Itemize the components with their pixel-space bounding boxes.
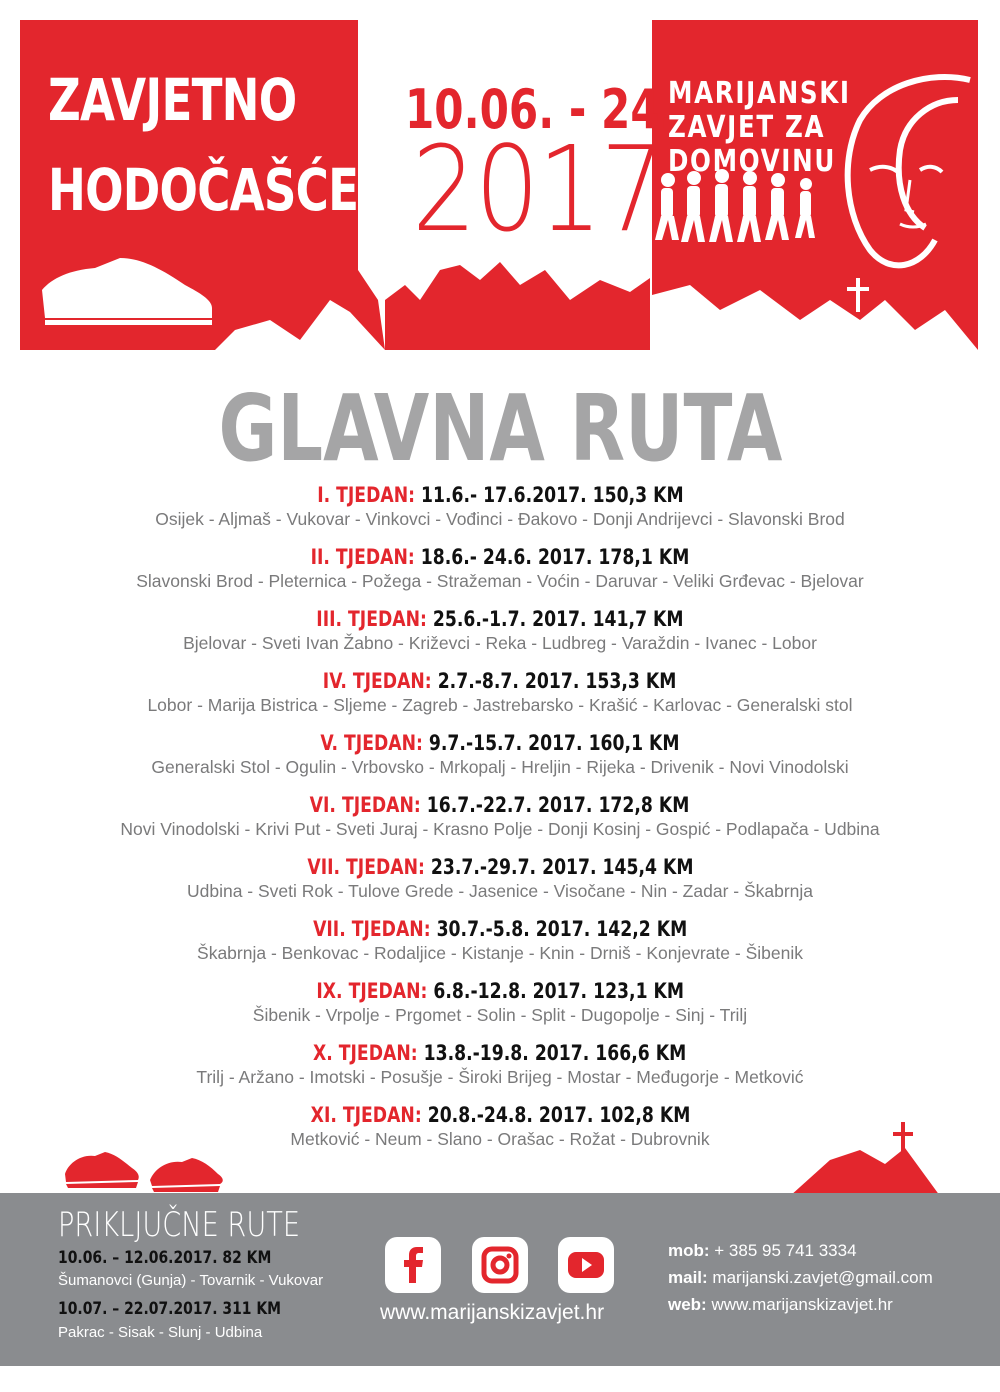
week-label: VII. TJEDAN: — [306, 855, 425, 879]
mob-label: mob: — [668, 1241, 710, 1260]
contact-mail — [668, 1268, 933, 1288]
week-label: III. TJEDAN: — [316, 607, 427, 631]
youtube-icon[interactable] — [558, 1237, 614, 1293]
facebook-icon[interactable] — [385, 1237, 441, 1293]
week-info: 18.6.- 24.6. 2017. 178,1 KM — [414, 545, 690, 569]
logo-line-2: ZAVJET ZA — [668, 110, 826, 145]
website-link[interactable]: www.marijanskizavjet.hr — [380, 1301, 605, 1324]
date-range: 10.06. - 24.8. — [405, 78, 721, 141]
main-title — [0, 375, 1000, 482]
week-route: Osijek - Aljmaš - Vukovar - Vinkovci - Vođinci - Đakovo - Donji Andrijevci - Slavonski Brod — [155, 509, 845, 529]
week-label: VI. TJEDAN: — [310, 793, 422, 817]
week-route: Škabrnja - Benkovac - Rodaljice - Kistanje - Knin - Drniš - Konjevrate - Šibenik — [197, 943, 803, 963]
title-line-2: HODOČAŠĆE — [48, 156, 359, 224]
week-route: Udbina - Sveti Rok - Tulove Grede - Jasenice - Visočane - Nin - Zadar - Škabrnja — [186, 881, 814, 901]
week-info: 20.8.-24.8. 2017. 102,8 KM — [421, 1103, 690, 1127]
logo-line-1: MARIJANSKI — [668, 76, 851, 111]
week-item — [0, 544, 1000, 606]
route2-date: 10.07. – 22.07.2017. 311 KM — [58, 1299, 282, 1319]
week-label: VII. TJEDAN: — [312, 917, 431, 941]
web-value[interactable]: www.marijanskizavjet.hr — [706, 1295, 893, 1314]
week-label: X. TJEDAN: — [313, 1041, 419, 1065]
week-info: 16.7.-22.7. 2017. 172,8 KM — [421, 793, 690, 817]
week-route: Trilj - Aržano - Imotski - Posušje - Široki Brijeg - Mostar - Međugorje - Metković — [196, 1067, 804, 1087]
instagram-icon[interactable] — [472, 1237, 528, 1293]
week-label: IX. TJEDAN: — [316, 979, 428, 1003]
footer — [0, 1193, 1000, 1366]
week-info: 23.7.-29.7. 2017. 145,4 KM — [424, 855, 694, 879]
week-route: Šibenik - Vrpolje - Prgomet - Solin - Split - Dugopolje - Sinj - Trilj — [252, 1005, 748, 1025]
title-line-1: ZAVJETNO — [48, 66, 297, 134]
mail-value[interactable]: marijanski.zavjet@gmail.com — [707, 1268, 933, 1287]
week-item — [0, 1040, 1000, 1102]
week-route: Generalski Stol - Ogulin - Vrbovsko - Mrkopalj - Hreljin - Rijeka - Drivenik - Novi Vinodolski — [151, 757, 849, 777]
week-item — [0, 978, 1000, 1040]
cross-icon — [901, 1122, 905, 1156]
week-label: V. TJEDAN: — [320, 731, 423, 755]
right-red-block — [652, 20, 978, 350]
year: 2017. — [412, 120, 694, 258]
week-info: 25.6.-1.7. 2017. 141,7 KM — [426, 607, 684, 631]
week-route: Lobor - Marija Bistrica - Sljeme - Zagreb - Jastrebarsko - Krašić - Karlovac - Generalski stol — [147, 695, 853, 715]
week-item — [0, 730, 1000, 792]
week-info: 9.7.-15.7. 2017. 160,1 KM — [422, 731, 680, 755]
week-item — [0, 792, 1000, 854]
week-item — [0, 668, 1000, 730]
center-mountains — [385, 262, 650, 350]
week-route: Novi Vinodolski - Krivi Put - Sveti Juraj - Krasno Polje - Donji Kosinj - Gospić - Podlapača - Udbina — [120, 819, 880, 839]
route1-date: 10.06. – 12.06.2017. 82 KM — [58, 1248, 272, 1268]
week-info: 2.7.-8.7. 2017. 153,3 KM — [432, 669, 677, 693]
week-item — [0, 916, 1000, 978]
week-info: 30.7.-5.8. 2017. 142,2 KM — [430, 917, 688, 941]
footer-title: PRIKLJUČNE RUTE — [58, 1205, 301, 1245]
logo-line-3: DOMOVINU — [668, 144, 836, 179]
week-route: Metković - Neum - Slano - Orašac - Rožat - Dubrovnik — [290, 1129, 710, 1149]
mail-label: mail: — [668, 1268, 708, 1287]
contact-mob — [668, 1241, 857, 1261]
contact-web — [668, 1295, 893, 1315]
week-item — [0, 482, 1000, 544]
week-label: I. TJEDAN: — [316, 483, 415, 507]
sneakers-icon — [60, 1146, 230, 1196]
route2-places: Pakrac - Sisak - Slunj - Udbina — [58, 1324, 263, 1341]
week-item — [0, 854, 1000, 916]
week-info: 6.8.-12.8. 2017. 123,1 KM — [427, 979, 684, 1003]
main-title-text: GLAVNA RUTA — [218, 375, 782, 482]
week-route: Slavonski Brod - Pleternica - Požega - Stražeman - Voćin - Daruvar - Veliki Grđevac - Bjelovar — [136, 571, 864, 591]
web-label: web: — [668, 1295, 707, 1314]
week-label: IV. TJEDAN: — [323, 669, 433, 693]
week-label: XI. TJEDAN: — [310, 1103, 422, 1127]
week-item — [0, 606, 1000, 668]
route1-places: Šumanovci (Gunja) - Tovarnik - Vukovar — [58, 1272, 324, 1289]
week-route: Bjelovar - Sveti Ivan Žabno - Križevci - Reka - Ludbreg - Varaždin - Ivanec - Lobor — [183, 633, 817, 653]
weeks-list — [0, 482, 1000, 1164]
week-info: 11.6.- 17.6.2017. 150,3 KM — [414, 483, 684, 507]
mountain-icon — [790, 1120, 940, 1196]
mob-value[interactable]: + 385 95 741 3334 — [709, 1241, 857, 1260]
week-label: II. TJEDAN: — [310, 545, 415, 569]
week-info: 13.8.-19.8. 2017. 166,6 KM — [418, 1041, 687, 1065]
